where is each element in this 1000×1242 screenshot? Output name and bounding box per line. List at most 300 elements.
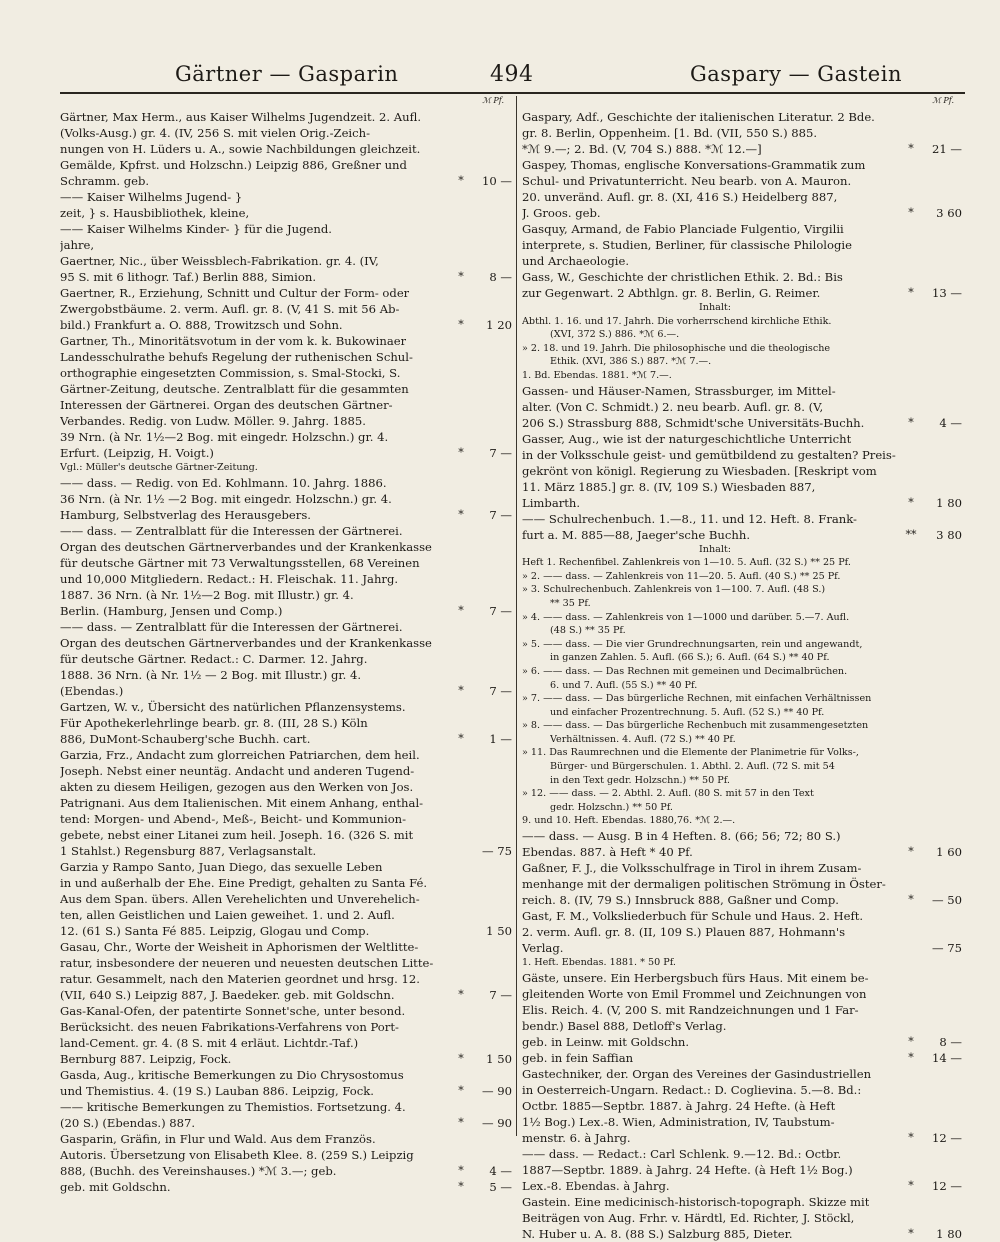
entry-text: Gärtner, Max Herm., aus Kaiser Wilhelms Jugendzeit. 2. Aufl.: [60, 110, 422, 124]
net-price-mark: *: [908, 415, 914, 429]
entry-text: —— Schulrechenbuch. 1.—8., 11. und 12. Heft. 8. Frank-: [522, 511, 857, 526]
entry-line: [60, 475, 512, 491]
price: 5 —: [489, 1179, 512, 1194]
entry-text: bendr.) Basel 888, Detloff's Verlag.: [522, 1018, 727, 1033]
entry-line: [522, 511, 962, 527]
net-price-mark: *: [458, 1163, 464, 1177]
entry-text: Inhalt:: [698, 543, 732, 555]
entry-text: Organ des deutschen Gärtnerverbandes und der Krankenkasse: [60, 539, 432, 554]
entry-text: ratur. Gesammelt, nach den Materien geordnet und hrsg. 12.: [60, 971, 420, 986]
entry-line: [60, 141, 512, 157]
net-price-mark: *: [908, 845, 914, 859]
entry-line: [522, 597, 962, 611]
entry-line: [522, 399, 962, 415]
entry-text: » 6. —— dass. — Das Rechnen mit gemeinen und Decimalbrüchen.: [522, 665, 848, 677]
entry-text: —— dass. — Ausg. B in 4 Heften. 8. (66; 56; 72; 80 S.): [522, 829, 841, 844]
entry-line: [522, 828, 962, 844]
entry-line: [60, 747, 512, 763]
price: 4 —: [489, 1163, 512, 1178]
entry-text: Interessen der Gärtnerei. Organ des deutschen Gärtner-: [60, 398, 393, 412]
entry-line: [522, 1194, 962, 1210]
entry-text: Heft 1. Rechenfibel. Zahlenkreis von 1—10. 5. Aufl. (32 S.) ** 25 Pf.: [522, 557, 851, 569]
entry-line: [60, 1035, 512, 1051]
entry-text: Für Apothekerlehrlinge bearb. gr. 8. (III, 28 S.) Köln: [60, 715, 368, 730]
entry-line: [522, 479, 962, 495]
entry-line: [522, 1082, 962, 1098]
entry-text: bild.) Frankfurt a. O. 888, Trowitzsch und Sohn.: [60, 318, 343, 332]
entry-line: [60, 939, 512, 955]
price: 7 —: [489, 683, 512, 698]
entry-text: Berücksicht. des neuen Fabrikations-Verfahrens von Port-: [60, 1019, 399, 1034]
net-price-mark: *: [458, 174, 464, 187]
net-price-mark: **: [905, 527, 917, 541]
running-head-left: Gärtner — Gasparin: [175, 62, 399, 86]
entry-text: Gastein. Eine medicinisch-historisch-topograph. Skizze mit: [522, 1194, 870, 1209]
entry-line: [60, 1163, 512, 1179]
entry-text: Landesschulrathe behufs Regelung der ruthenischen Schul-: [60, 350, 413, 364]
entry-line: [60, 269, 512, 285]
entry-line: [60, 397, 512, 413]
entry-text: Gasparin, Gräfin, in Flur und Wald. Aus dem Französ.: [60, 1131, 376, 1146]
entry-line: [60, 365, 512, 381]
price: 8 —: [939, 1034, 962, 1049]
entry-text: *ℳ 9.—; 2. Bd. (V, 704 S.) 888. *ℳ 12.—]: [522, 142, 762, 156]
entry-line: [522, 665, 962, 679]
price: — 90: [481, 1115, 512, 1130]
entry-line: [522, 1210, 962, 1226]
entry-text: gr. 8. Berlin, Oppenheim. [1. Bd. (VII, 550 S.) 885.: [522, 126, 818, 140]
entry-text: 2. verm. Aufl. gr. 8. (II, 109 S.) Plauen 887, Hohmann's: [522, 925, 846, 940]
entry-line: [522, 315, 962, 329]
entry-line: [522, 774, 962, 788]
entry-line: [60, 971, 512, 987]
entry-text: menstr. 6. à Jahrg.: [522, 1130, 631, 1145]
entry-line: [60, 635, 512, 651]
entry-text: akten zu diesem Heiligen, gezogen aus den Werken von Jos.: [60, 779, 414, 794]
entry-line: [60, 445, 512, 461]
entry-line: [60, 1179, 512, 1195]
entry-text: jahre,: [60, 238, 95, 252]
entry-text: Lex.-8. Ebendas. à Jahrg.: [522, 1178, 670, 1193]
entry-text: Verlag.: [522, 941, 564, 956]
price: 12 —: [931, 1130, 962, 1145]
net-price-mark: *: [458, 987, 464, 1001]
entry-line: [522, 787, 962, 801]
price: 3 60: [936, 206, 962, 220]
entry-text: 1887—Septbr. 1889. à Jahrg. 24 Hefte. (à Heft 1½ Bog.): [522, 1162, 853, 1177]
entry-line: [522, 1146, 962, 1162]
price: 14 —: [931, 1050, 962, 1065]
price: 1 80: [936, 495, 962, 510]
entry-line: [522, 814, 962, 828]
entry-text: Gass, W., Geschichte der christlichen Ethik. 2. Bd.: Bis: [522, 270, 843, 284]
entry-text: Abthl. 1. 16. und 17. Jahrh. Die vorherrschend kirchliche Ethik.: [522, 315, 832, 327]
entry-text: Gasquy, Armand, de Fabio Planciade Fulgentio, Virgilii: [522, 222, 844, 236]
entry-line: [60, 189, 512, 205]
entry-text: 36 Nrn. (à Nr. 1½ —2 Bog. mit eingedr. Holzschn.) gr. 4.: [60, 491, 392, 506]
entry-line: [522, 125, 962, 141]
entry-line: [60, 763, 512, 779]
entry-text: geb. in fein Saffian: [522, 1050, 634, 1065]
entry-line: [60, 429, 512, 445]
entry-line: [522, 355, 962, 369]
entry-text: und Themistius. 4. (19 S.) Lauban 886. Leipzig, Fock.: [60, 1083, 374, 1098]
net-price-mark: *: [458, 731, 464, 745]
entry-line: [60, 1147, 512, 1163]
price: 1 80: [936, 1226, 962, 1241]
entry-text: Gemälde, Kpfrst. und Holzschn.) Leipzig 886, Greßner und: [60, 158, 407, 172]
entry-line: [60, 731, 512, 747]
running-head-right: Gaspary — Gastein: [690, 62, 902, 86]
entry-text: 39 Nrn. (à Nr. 1½—2 Bog. mit eingedr. Holzschn.) gr. 4.: [60, 430, 389, 444]
entry-line: [522, 956, 962, 970]
entry-text: Gaspey, Thomas, englische Konversations-Grammatik zum: [522, 158, 866, 172]
entry-text: Gasser, Aug., wie ist der naturgeschichtliche Unterricht: [522, 431, 852, 446]
entry-text: Gasda, Aug., kritische Bemerkungen zu Dio Chrysostomus: [60, 1067, 404, 1082]
entry-line: [60, 491, 512, 507]
entry-line: [522, 892, 962, 908]
entry-line: [522, 860, 962, 876]
entry-line: [522, 1098, 962, 1114]
entry-line: [522, 221, 962, 237]
entry-text: » 3. Schulrechenbuch. Zahlenkreis von 1—100. 7. Aufl. (48 S.): [522, 584, 826, 596]
entry-text: —— kritische Bemerkungen zu Themistios. Fortsetzung. 4.: [60, 1099, 406, 1114]
entry-text: furt a. M. 885—88, Jaeger'sche Buchh.: [522, 527, 751, 542]
entry-line: [60, 571, 512, 587]
entry-text: 9. und 10. Heft. Ebendas. 1880,76. *ℳ 2.—.: [522, 815, 736, 827]
entry-text: nungen von H. Lüders u. A., sowie Nachbildungen gleichzeit.: [60, 142, 421, 156]
entry-text: ratur, insbesondere der neueren und neuesten deutschen Litte-: [60, 955, 434, 970]
entry-line: [60, 795, 512, 811]
net-price-mark: *: [908, 1050, 914, 1064]
entry-line: [60, 1019, 512, 1035]
entry-text: Gaertner, R., Erziehung, Schnitt und Cultur der Form- oder: [60, 286, 410, 300]
entry-line: [60, 381, 512, 397]
entry-line: [60, 603, 512, 619]
entry-line: [522, 679, 962, 693]
entry-text: in den Text gedr. Holzschn.) ** 50 Pf.: [550, 774, 730, 786]
price: 1 20: [486, 318, 512, 332]
entry-line: [60, 1067, 512, 1083]
header-rule: [60, 92, 965, 94]
entry-text: » 12. —— dass. — 2. Abthl. 2. Aufl. (80 S. mit 57 in den Text: [522, 788, 814, 800]
entry-text: menhange mit der dermaligen politischen Strömung in Öster-: [522, 877, 886, 892]
entry-text: in Oesterreich-Ungarn. Redact.: D. Coglievina. 5.—8. Bd.:: [522, 1082, 862, 1097]
entry-text: 206 S.) Strassburg 888, Schmidt'sche Universitäts-Buchh.: [522, 415, 865, 430]
entry-text: (48 S.) ** 35 Pf.: [550, 625, 626, 637]
entry-text: Gärtner-Zeitung, deutsche. Zentralblatt für die gesammten: [60, 382, 409, 396]
entry-line: [60, 667, 512, 683]
entry-text: Patrignani. Aus dem Italienischen. Mit einem Anhang, enthal-: [60, 795, 424, 810]
entry-line: [522, 719, 962, 733]
entry-text: für deutsche Gärtner. Redact.: C. Darmer. 12. Jahrg.: [60, 651, 368, 666]
entry-text: Gastechniker, der. Organ des Vereines der Gasindustriellen: [522, 1066, 872, 1081]
entry-line: [522, 940, 962, 956]
entry-line: [522, 415, 962, 431]
entry-line: [522, 205, 962, 221]
net-price-mark: *: [458, 1115, 464, 1129]
price: 1 60: [936, 845, 962, 860]
entry-text: Gartner, Th., Minoritätsvotum in der vom k. k. Bukowinaer: [60, 334, 407, 348]
entry-line: [522, 611, 962, 625]
entry-line: [60, 125, 512, 141]
entry-text: Limbarth.: [522, 495, 581, 510]
entry-text: gedr. Holzschn.) ** 50 Pf.: [550, 801, 673, 813]
entry-line: [522, 746, 962, 760]
entry-text: 12. (61 S.) Santa Fé 885. Leipzig, Glogau und Comp.: [60, 923, 370, 938]
entry-text: Schul- und Privatunterricht. Neu bearb. von A. Mauron.: [522, 174, 852, 188]
entry-text: » 7. —— dass. — Das bürgerliche Rechnen, mit einfachen Verhältnissen: [522, 693, 872, 705]
entry-text: 1888. 36 Nrn. (à Nr. 1½ — 2 Bog. mit Illustr.) gr. 4.: [60, 667, 362, 682]
entry-line: [60, 1003, 512, 1019]
entry-text: Gas-Kanal-Ofen, der patentirte Sonnet'sche, unter besond.: [60, 1003, 406, 1018]
entry-text: 888, (Buchh. des Vereinshauses.) *ℳ 3.—; geb.: [60, 1163, 337, 1178]
entry-text: Schramm. geb.: [60, 174, 150, 188]
entry-line: [522, 970, 962, 986]
entry-line: [60, 221, 512, 237]
entry-text: in ganzen Zahlen. 5. Aufl. (66 S.); 6. Aufl. (64 S.) ** 40 Pf.: [550, 652, 830, 664]
entry-text: Vgl.: Müller's deutsche Gärtner-Zeitung.: [60, 462, 258, 473]
entry-text: 11. März 1885.] gr. 8. (IV, 109 S.) Wiesbaden 887,: [522, 479, 816, 494]
entry-line: [60, 109, 512, 125]
entry-text: Berlin. (Hamburg, Jensen und Comp.): [60, 603, 283, 618]
price: — 90: [481, 1083, 512, 1098]
entry-text: —— dass. — Redact.: Carl Schlenk. 9.—12. Bd.: Octbr.: [522, 1146, 842, 1161]
entry-text: N. Huber u. A. 8. (88 S.) Salzburg 885, Dieter.: [522, 1226, 793, 1241]
entry-text: in und außerhalb der Ehe. Eine Predigt, gehalten zu Santa Fé.: [60, 875, 428, 890]
entry-text: zeit, } s. Hausbibliothek, kleine,: [60, 206, 250, 220]
entry-line: [60, 253, 512, 269]
entry-line: [522, 706, 962, 720]
entry-line: [522, 1050, 962, 1066]
entry-text: 20. unveränd. Aufl. gr. 8. (XI, 416 S.) Heidelberg 887,: [522, 190, 838, 204]
entry-line: [60, 715, 512, 731]
entry-line: [522, 328, 962, 342]
entry-line: [522, 733, 962, 747]
entry-line: [60, 1115, 512, 1131]
entry-text: 6. und 7. Aufl. (55 S.) ** 40 Pf.: [550, 679, 698, 691]
entry-text: Gäste, unsere. Ein Herbergsbuch fürs Haus. Mit einem be-: [522, 970, 869, 985]
price-units-header: ℳ Pf.: [932, 96, 954, 105]
price: 12 —: [931, 1178, 962, 1193]
price: — 50: [931, 893, 962, 908]
entry-line: [522, 801, 962, 815]
entry-line: [522, 285, 962, 301]
entry-text: Autoris. Übersetzung von Elisabeth Klee. 8. (259 S.) Leipzig: [60, 1147, 414, 1162]
entry-text: Aus dem Span. übers. Allen Verehelichten und Unverehelich-: [60, 891, 420, 906]
entry-text: Bürger- und Bürgerschulen. 1. Abthl. 2. Aufl. (72 S. mit 54: [550, 761, 835, 773]
entry-text: Garzia y Rampo Santo, Juan Diego, das sexuelle Leben: [60, 859, 383, 874]
entry-text: geb. mit Goldschn.: [60, 1179, 171, 1194]
entry-line: [60, 923, 512, 939]
entry-text: —— dass. — Zentralblatt für die Interessen der Gärtnerei.: [60, 523, 403, 538]
entry-text: —— dass. — Zentralblatt für die Interessen der Gärtnerei.: [60, 619, 403, 634]
entry-text: Zwergobstbäume. 2. verm. Aufl. gr. 8. (V, 41 S. mit 56 Ab-: [60, 302, 400, 316]
entry-line: [522, 141, 962, 157]
entry-line: [522, 556, 962, 570]
entry-text: Gasau, Chr., Worte der Weisheit in Aphorismen der Weltlitte-: [60, 939, 419, 954]
entry-text: (XVI, 372 S.) 886. *ℳ 6.—.: [550, 329, 680, 341]
entry-line: [60, 317, 512, 333]
entry-line: [522, 173, 962, 189]
net-price-mark: *: [458, 270, 464, 283]
entry-text: Gassen- und Häuser-Namen, Strassburger, im Mittel-: [522, 383, 836, 398]
entry-line: [522, 908, 962, 924]
entry-line: [522, 369, 962, 383]
entry-text: und Archaeologie.: [522, 254, 630, 268]
entry-line: [60, 301, 512, 317]
entry-text: J. Groos. geb.: [522, 206, 601, 220]
price: — 75: [481, 843, 512, 858]
entry-line: [522, 301, 962, 315]
price: 1 50: [486, 923, 512, 938]
entry-text: 1 Stahlst.) Regensburg 887, Verlagsanstalt.: [60, 843, 317, 858]
entry-line: [60, 349, 512, 365]
net-price-mark: *: [458, 683, 464, 697]
entry-text: ten, allen Geistlichen und Laien geweihet. 1. und 2. Aufl.: [60, 907, 395, 922]
entry-line: [60, 1051, 512, 1067]
entry-text: Beiträgen von Aug. Frhr. v. Härdtl, Ed. Richter, J. Stöckl,: [522, 1210, 855, 1225]
entry-text: 1887. 36 Nrn. (à Nr. 1½—2 Bog. mit Illustr.) gr. 4.: [60, 587, 354, 602]
entry-line: [60, 523, 512, 539]
entry-line: [522, 986, 962, 1002]
price: — 75: [931, 941, 962, 956]
entry-text: Verhältnissen. 4. Aufl. (72 S.) ** 40 Pf.: [550, 733, 736, 745]
entry-line: [522, 651, 962, 665]
entry-line: [60, 683, 512, 699]
entry-line: [60, 955, 512, 971]
entry-line: [60, 587, 512, 603]
entry-line: [60, 811, 512, 827]
entry-line: [522, 543, 962, 557]
entry-line: [60, 891, 512, 907]
price: 1 —: [489, 731, 512, 746]
entry-text: » 8. —— dass. — Das bürgerliche Rechenbuch mit zusammengesetzten: [522, 720, 869, 732]
entry-line: [60, 827, 512, 843]
entry-text: 1½ Bog.) Lex.-8. Wien, Administration, IV, Taubstum-: [522, 1114, 835, 1129]
entry-text: (Ebendas.): [60, 683, 124, 698]
entry-line: [522, 760, 962, 774]
entry-text: zur Gegenwart. 2 Abthlgn. gr. 8. Berlin, G. Reimer.: [522, 286, 821, 300]
entry-line: [522, 189, 962, 205]
entry-text: gekrönt von königl. Regierung zu Wiesbaden. [Reskript vom: [522, 463, 877, 478]
entry-text: Gaertner, Nic., über Weissblech-Fabrikation. gr. 4. (IV,: [60, 254, 379, 268]
entry-text: —— dass. — Redig. von Ed. Kohlmann. 10. Jahrg. 1886.: [60, 475, 387, 490]
entry-text: Organ des deutschen Gärtnerverbandes und der Krankenkasse: [60, 635, 432, 650]
entry-text: Hamburg, Selbstverlag des Herausgebers.: [60, 507, 311, 522]
entry-text: ** 35 Pf.: [550, 597, 591, 609]
entry-line: [522, 253, 962, 269]
price: 7 —: [489, 987, 512, 1002]
page-header: [0, 58, 1000, 92]
net-price-mark: *: [458, 1051, 464, 1065]
entry-line: [60, 1131, 512, 1147]
entry-line: [522, 1226, 962, 1242]
entry-line: [60, 875, 512, 891]
entry-line: [60, 413, 512, 429]
price: 7 —: [489, 603, 512, 618]
entry-text: (20 S.) (Ebendas.) 887.: [60, 1115, 196, 1130]
entry-line: [60, 205, 512, 221]
entry-text: für deutsche Gärtner mit 73 Verwaltungsstellen, 68 Vereinen: [60, 555, 420, 570]
entry-line: [60, 779, 512, 795]
entry-text: Ethik. (XVI, 386 S.) 887. *ℳ 7.—.: [550, 356, 712, 368]
entry-text: Gartzen, W. v., Übersicht des natürlichen Pflanzensystems.: [60, 699, 406, 714]
net-price-mark: *: [458, 1083, 464, 1097]
entry-text: 1. Bd. Ebendas. 1881. *ℳ 7.—.: [522, 369, 672, 381]
price: 1 50: [486, 1051, 512, 1066]
entry-line: [522, 924, 962, 940]
entry-text: 886, DuMont-Schauberg'sche Buchh. cart.: [60, 731, 311, 746]
entry-line: [522, 1002, 962, 1018]
entry-line: [522, 463, 962, 479]
entry-line: [60, 237, 512, 253]
entry-text: Octbr. 1885—Septbr. 1887. à Jahrg. 24 Hefte. (à Heft: [522, 1098, 836, 1113]
entry-line: [522, 431, 962, 447]
entry-line: [60, 619, 512, 635]
price: 10 —: [481, 174, 512, 188]
entry-line: [60, 651, 512, 667]
net-price-mark: *: [908, 206, 914, 219]
entry-line: [522, 269, 962, 285]
entry-line: [522, 692, 962, 706]
entry-text: —— Kaiser Wilhelms Kinder- } für die Jugend.: [60, 222, 332, 236]
column-divider: [516, 96, 517, 1136]
entry-line: [60, 333, 512, 349]
entry-line: [522, 237, 962, 253]
entry-text: Erfurt. (Leipzig, H. Voigt.): [60, 446, 214, 460]
net-price-mark: *: [908, 495, 914, 509]
net-price-mark: *: [458, 446, 464, 459]
entry-text: 95 S. mit 6 lithogr. Taf.) Berlin 888, Simion.: [60, 270, 317, 284]
entry-text: Inhalt:: [698, 302, 732, 313]
page-number: 494: [490, 62, 534, 87]
entry-text: Gaßner, F. J., die Volksschulfrage in Tirol in ihrem Zusam-: [522, 861, 862, 876]
entry-line: [60, 461, 512, 475]
entry-line: [522, 1066, 962, 1082]
net-price-mark: *: [908, 1226, 914, 1240]
price: 4 —: [939, 415, 962, 430]
entry-text: Elis. Reich. 4. (V, 200 S. mit Randzeichnungen und 1 Far-: [522, 1002, 859, 1017]
entry-text: reich. 8. (IV, 79 S.) Innsbruck 888, Gaßner und Comp.: [522, 893, 839, 908]
entry-text: interprete, s. Studien, Berliner, für classische Philologie: [522, 238, 852, 252]
entry-text: Joseph. Nebst einer neuntäg. Andacht und anderen Tugend-: [60, 763, 415, 778]
entry-line: [60, 843, 512, 859]
entry-text: (VII, 640 S.) Leipzig 887, J. Baedeker. geb. mit Goldschn.: [60, 987, 395, 1002]
entry-line: [60, 555, 512, 571]
entry-line: [522, 1162, 962, 1178]
entry-line: [522, 1114, 962, 1130]
entry-line: [522, 383, 962, 399]
entry-line: [522, 1034, 962, 1050]
entry-line: [522, 527, 962, 543]
entry-text: gebete, nebst einer Litanei zum heil. Joseph. 16. (326 S. mit: [60, 827, 414, 842]
entry-line: [522, 447, 962, 463]
net-price-mark: *: [908, 1178, 914, 1192]
entry-text: und 10,000 Mitgliedern. Redact.: H. Fleischak. 11. Jahrg.: [60, 571, 399, 586]
entry-text: geb. in Leinw. mit Goldschn.: [522, 1034, 690, 1049]
entry-line: [60, 699, 512, 715]
entry-line: [60, 987, 512, 1003]
entry-text: gleitenden Worte von Emil Frommel und Zeichnungen von: [522, 986, 867, 1001]
entry-text: 1. Heft. Ebendas. 1881. * 50 Pf.: [522, 957, 676, 969]
price: 7 —: [489, 507, 512, 522]
entry-line: [522, 638, 962, 652]
entry-text: alter. (Von C. Schmidt.) 2. neu bearb. Aufl. gr. 8. (V,: [522, 399, 824, 414]
entry-line: [522, 495, 962, 511]
entry-line: [522, 109, 962, 125]
entry-text: Ebendas. 887. à Heft * 40 Pf.: [522, 845, 693, 860]
